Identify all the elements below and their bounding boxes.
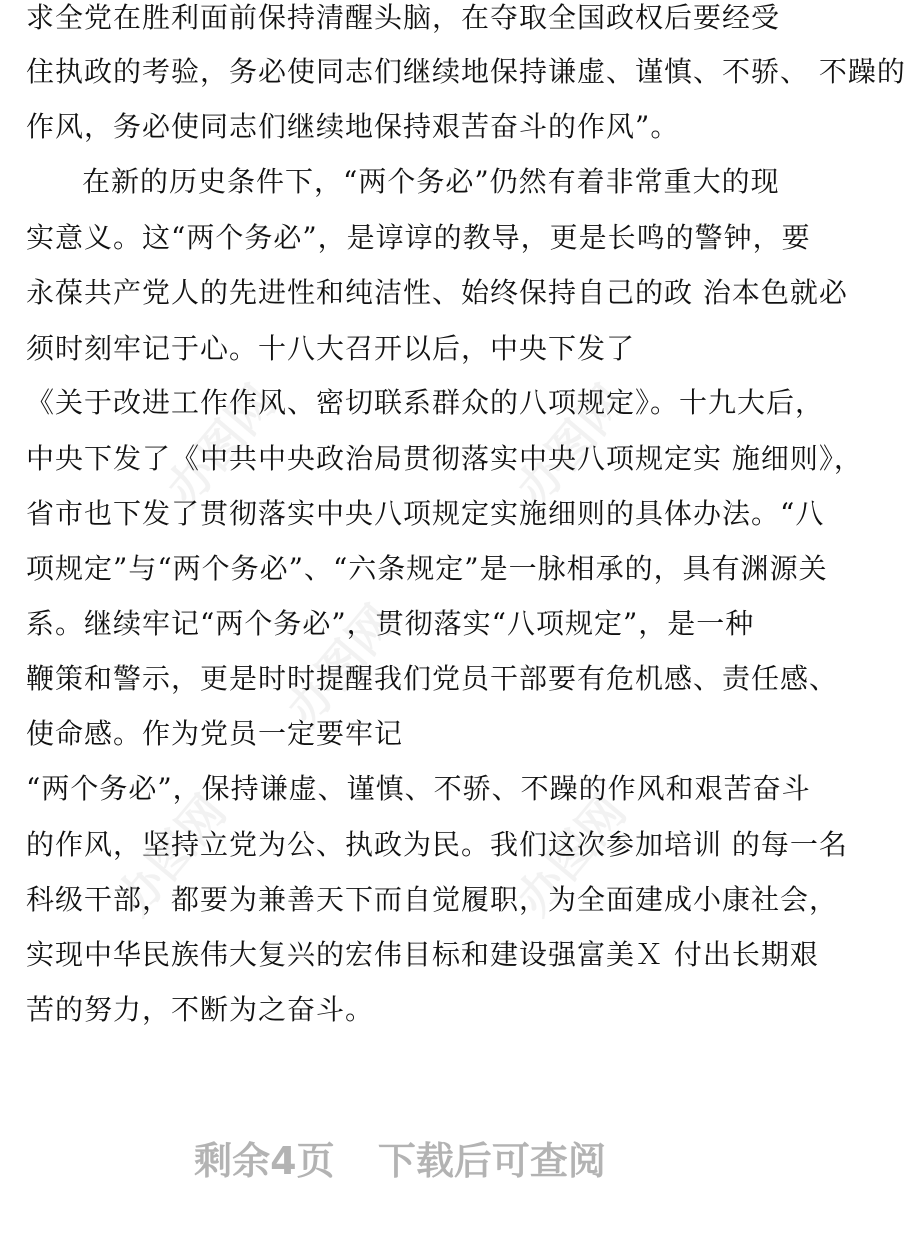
body-line: 的作风，坚持立党为公、执政为民。我们这次参加培训 的每一名 (26, 828, 848, 861)
body-line: 住执政的考验，务必使同志们继续地保持谦虚、谨慎、不骄、 不躁的 (26, 55, 906, 88)
body-line: 实现中华民族伟大复兴的宏伟目标和建设强富美Ｘ 付出长期艰 (26, 938, 819, 971)
body-line: 苦的努力，不断为之奋斗。 (26, 993, 375, 1026)
body-line: 项规定”与“两个务必”、“六条规定”是一脉相承的，具有渊源关 (26, 552, 828, 585)
watermark-logo: 办图网 (506, 784, 637, 926)
body-line: 中央下发了《中共中央政治局贯彻落实中央八项规定实 施细则》， (26, 442, 863, 475)
remaining-pages-label: 剩余4页 (194, 1139, 335, 1183)
body-line: 鞭策和警示，更是时时提醒我们党员干部要有危机感、责任感、 (26, 662, 839, 695)
body-line: 求全党在胜利面前保持清醒头脑，在夺取全国政权后要经受 (26, 1, 781, 34)
watermark-logo: 办图网 (506, 374, 637, 516)
watermark-logo: 办图网 (156, 374, 287, 516)
remaining-pages-notice[interactable] (0, 1130, 800, 1185)
body-line: “两个务必”，保持谦虚、谨慎、不骄、不躁的作风和艰苦奋斗 (26, 772, 811, 805)
body-line: 使命感。作为党员一定要牢记 (26, 717, 404, 750)
body-line: 省市也下发了贯彻落实中央八项规定实施细则的具体办法。“八 (26, 497, 825, 530)
body-line: 《关于改进工作作风、密切联系群众的八项规定》。十九大后， (26, 386, 825, 419)
body-line: 永葆共产党人的先进性和纯洁性、始终保持自己的政 治本色就必 (26, 276, 848, 309)
body-line: 科级干部，都要为兼善天下而自觉履职，为全面建成小康社会， (26, 883, 839, 916)
watermark-logo: 办图网 (106, 784, 237, 926)
watermark-logo: 办图网 (276, 594, 407, 736)
body-line: 实意义。这“两个务必”，是谆谆的教导，更是长鸣的警钟，要 (26, 221, 811, 254)
body-line: 系。继续牢记“两个务必”，贯彻落实“八项规定”，是一种 (26, 607, 755, 640)
paragraph-start-line: 在新的历史条件下，“两个务必”仍然有着非常重大的现 (82, 165, 780, 198)
body-line: 作风，务必使同志们继续地保持艰苦奋斗的作风”。 (26, 110, 680, 143)
body-line: 须时刻牢记于心。十八大召开以后，中央下发了 (26, 332, 636, 365)
download-hint-label: 下载后可查阅 (377, 1139, 606, 1183)
